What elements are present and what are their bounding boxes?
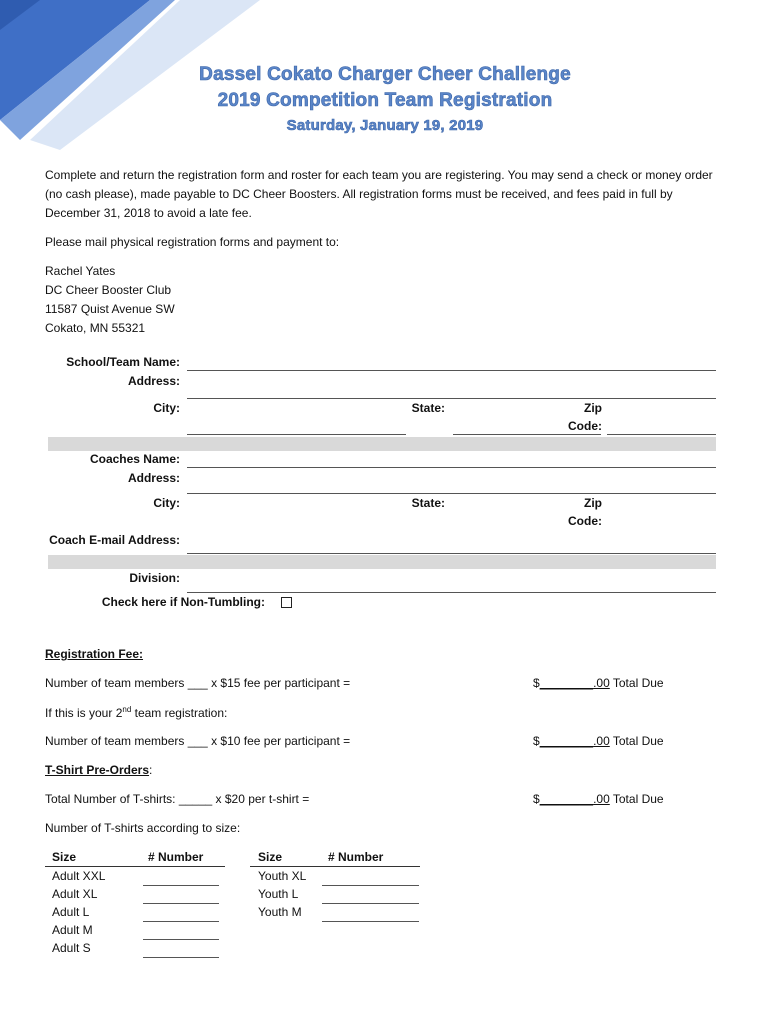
address-line: Rachel Yates [45, 264, 116, 278]
mailing-address [45, 262, 725, 338]
youth-m-count-field[interactable] [322, 921, 419, 922]
fee-row-second-total [533, 734, 664, 748]
coaches-name-field[interactable] [187, 467, 716, 468]
adult-size-l: Adult L [52, 905, 90, 919]
coach-code-label: Code: [568, 514, 602, 528]
school-team-name-field[interactable] [187, 370, 716, 371]
coach-address-field[interactable] [187, 493, 716, 494]
youth-size-xl: Youth XL [258, 869, 307, 883]
youth-size-l: Youth L [258, 887, 299, 901]
team-address-field[interactable] [187, 398, 716, 399]
team-state-label: State: [411, 401, 445, 415]
coach-state-label: State: [411, 496, 445, 510]
adult-xl-count-field[interactable] [143, 903, 219, 904]
coach-email-label: Coach E-mail Address: [49, 533, 180, 547]
division-label: Division: [129, 571, 180, 585]
team-state-field[interactable] [453, 434, 601, 435]
youth-l-count-field[interactable] [322, 903, 419, 904]
adult-xxl-count-field[interactable] [143, 885, 219, 886]
non-tumbling-checkbox[interactable] [281, 597, 292, 608]
adult-table-header-rule [45, 866, 225, 867]
coach-zip-label: Zip [584, 496, 602, 510]
address-line: 11587 Quist Avenue SW [45, 302, 175, 316]
youth-size-header: Size [258, 850, 283, 864]
team-city-field[interactable] [187, 434, 406, 435]
adult-size-xl: Adult XL [52, 887, 98, 901]
adult-number-header: # Number [148, 850, 204, 864]
fee-row-first: Number of team members ___ x $15 fee per participant = [45, 676, 351, 690]
tshirt-total [533, 792, 664, 806]
amount-blank[interactable]: ________ [539, 676, 594, 690]
title-line1: Dassel Cokato Charger Cheer Challenge [199, 64, 571, 85]
total-due-label: Total Due [609, 676, 664, 690]
dollar-sign: $ [533, 676, 540, 690]
adult-l-count-field[interactable] [143, 921, 219, 922]
cents: .00 [593, 676, 610, 690]
adult-size-xxl: Adult XXL [52, 869, 106, 883]
tshirt-heading [45, 763, 152, 777]
tshirt-total-row: Total Number of T-shirts: _____ x $20 per t-shirt = [45, 792, 310, 806]
division-field[interactable] [187, 592, 716, 593]
title-line2: 2019 Competition Team Registration [217, 90, 553, 111]
cents: .00 [593, 734, 610, 748]
mail-instruction: Please mail physical registration forms and payment to: [45, 235, 340, 249]
adult-m-count-field[interactable] [143, 939, 219, 940]
youth-number-header: # Number [328, 850, 384, 864]
coaches-name-label: Coaches Name: [89, 452, 180, 466]
school-team-name-label: School/Team Name: [66, 355, 180, 369]
address-line: DC Cheer Booster Club [45, 283, 172, 297]
total-due-label: Total Due [609, 792, 664, 806]
non-tumbling-label: Check here if Non-Tumbling: [101, 595, 265, 609]
total-due-label: Total Due [609, 734, 664, 748]
second-registration-suffix: team registration: [131, 706, 228, 720]
section-divider [48, 555, 716, 569]
second-registration-prefix: If this is your 2 [45, 706, 123, 720]
fee-row-second: Number of team members ___ x $10 fee per participant = [45, 734, 351, 748]
team-code-label: Code: [568, 419, 602, 433]
tshirt-heading-colon: : [149, 763, 153, 777]
coach-email-field[interactable] [187, 553, 716, 554]
event-date: Saturday, January 19, 2019 [286, 117, 484, 134]
adult-size-m: Adult M [52, 923, 93, 937]
coach-address-label: Address: [127, 471, 180, 485]
team-address-label: Address: [127, 374, 180, 388]
section-divider [48, 437, 716, 451]
tshirt-heading-text: T-Shirt Pre-Orders [45, 763, 150, 777]
second-registration-note [45, 705, 227, 720]
adult-size-s: Adult S [52, 941, 91, 955]
dollar-sign: $ [533, 734, 540, 748]
ordinal-suffix: nd [122, 705, 132, 714]
youth-xl-count-field[interactable] [322, 885, 419, 886]
youth-table-header-rule [250, 866, 420, 867]
team-zip-label: Zip [584, 401, 602, 415]
amount-blank[interactable]: ________ [539, 792, 594, 806]
intro-paragraph: Complete and return the registration form and roster for each team you are registering. You may send a check or money order (no cash please), made payable to DC Cheer Boosters. All registration forms must be received, and fees paid in full by December 31, 2018 to avoid a late fee. [45, 168, 713, 220]
team-zip-field[interactable] [607, 434, 716, 435]
coach-city-label: City: [153, 496, 180, 510]
team-city-label: City: [153, 401, 180, 415]
adult-s-count-field[interactable] [143, 957, 219, 958]
amount-blank[interactable]: ________ [539, 734, 594, 748]
tshirt-by-size-label: Number of T-shirts according to size: [45, 821, 241, 835]
cents: .00 [593, 792, 610, 806]
address-line: Cokato, MN 55321 [45, 321, 146, 335]
dollar-sign: $ [533, 792, 540, 806]
fee-row-first-total [533, 676, 664, 690]
youth-size-m: Youth M [258, 905, 302, 919]
adult-size-header: Size [52, 850, 77, 864]
registration-fee-heading: Registration Fee: [45, 647, 144, 661]
